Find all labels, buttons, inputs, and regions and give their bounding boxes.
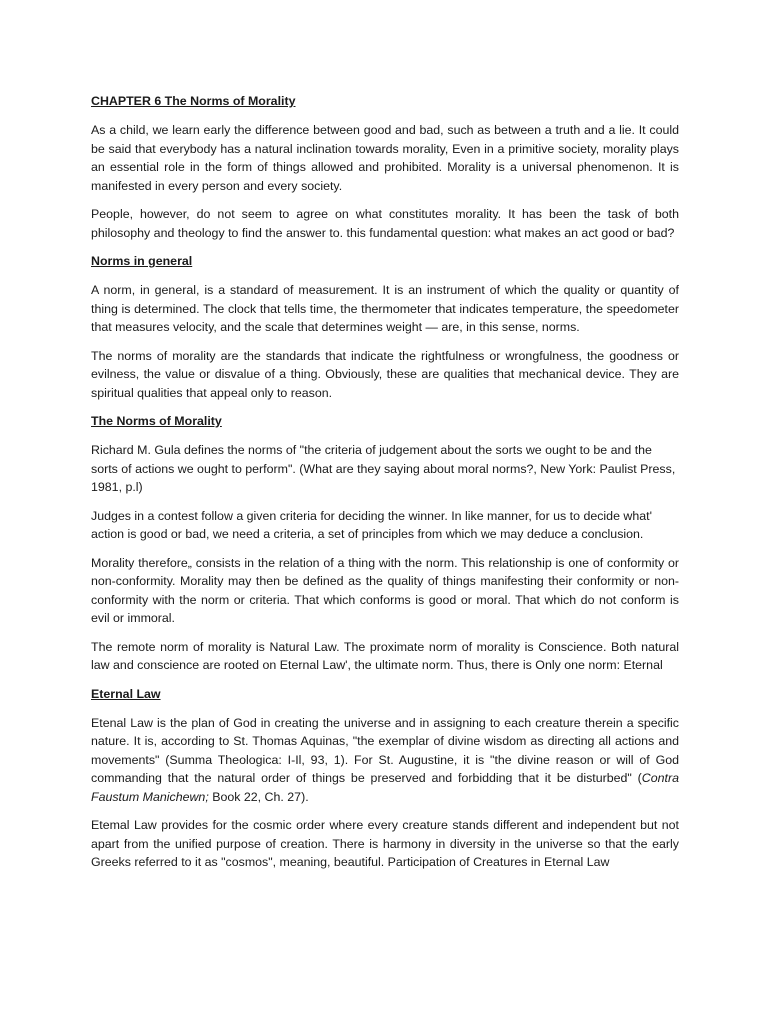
paragraph-norm-definition: A norm, in general, is a standard of measurement. It is an instrument of which the quality or quantity of thing is determined. The clock that tells time, the thermometer that indicates temperature, the speedometer that measures velocity, and the scale that determines weight — are, in this sense, norms. (91, 283, 679, 334)
paragraph-conformity: Morality therefore„ consists in the relation of a thing with the norm. This relationship is one of conformity or non-conformity. Morality may then be defined as the quality of things manifesting their conformity or non-conformity with the norm or criteria. That which conforms is good or moral. That which do not conform is evil or immoral. (91, 555, 679, 625)
paragraph-intro: As a child, we learn early the difference between good and bad, such as between a truth and a lie. It could be said that everybody has a natural inclination towards morality, Even in a primitive society, morality plays an essential role in the form of things allowed and prohibited. Morality is a universal phenomenon. It is manifested in every person and every society. (91, 123, 679, 193)
heading-norms-in-general: Norms in general (91, 254, 193, 268)
paragraph-remote-norm: The remote norm of morality is Natural Law. The proximate norm of morality is Conscience. Both natural law and conscience are rooted on Eternal Law', the ultimate norm. Thus, there is Only one norm: Eternal (91, 639, 679, 672)
citation-end: Book 22, Ch. 27). (208, 789, 309, 804)
paragraph-cosmic-order: Etemal Law provides for the cosmic order where every creature stands different and independent but not apart from the unified purpose of creation. There is harmony in diversity in the universe so that the early Greeks referred to it as "cosmos", meaning, beautiful. Participation of Creatures in Eternal Law (91, 818, 679, 869)
citation-title: Contra Faustum Manichewn; (91, 771, 679, 804)
heading-the-norms-of-morality: The Norms of Morality (91, 414, 222, 428)
paragraph-eternal-law-definition (91, 714, 679, 807)
paragraph-gula-definition: Richard M. Gula defines the norms of "the criteria of judgement about the sorts we ought to be and the sorts of actions we ought to perform". (What are they saying about moral norms?, New York: Paulist Press, 1981, p.l) (91, 443, 676, 494)
chapter-title: CHAPTER 6 The Norms of Morality (91, 94, 296, 108)
document-page (91, 92, 679, 882)
eternal-law-text: Etenal Law is the plan of God in creating the universe and in assigning to each creature therein a specific nature. It is, according to St. Thomas Aquinas, "the exemplar of divine wisdom as directing all actions and movements" (Summa Theologica: I-Il, 93, 1). For St. Augustine, it is "the divine reason or will of God commanding that the natural order of things be preserved and forbidding that it be disturbed" ( (91, 715, 679, 785)
paragraph-question: People, however, do not seem to agree on what constitutes morality. It has been the task of both philosophy and theology to find the answer to. this fundamental question: what makes an act good or bad? (91, 207, 679, 240)
paragraph-norms-of-morality: The norms of morality are the standards that indicate the rightfulness or wrongfulness, the goodness or evilness, the value or disvalue of a thing. Obviously, these are qualities that mechanical device. They are spiritual qualities that appeal only to reason. (91, 348, 679, 400)
heading-eternal-law: Eternal Law (91, 686, 161, 701)
paragraph-judges: Judges in a contest follow a given criteria for deciding the winner. In like manner, for us to decide what' action is good or bad, we need a criteria, a set of principles from which we may deduce a conclusion. (91, 508, 652, 541)
